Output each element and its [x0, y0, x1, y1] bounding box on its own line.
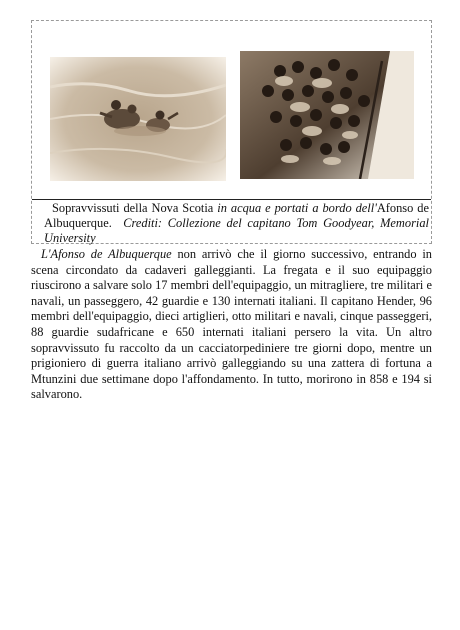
caption-ship-name: Afonso de Albuquerque. [44, 201, 429, 231]
paragraph-text: non arrivò che il giorno successivo, entrando in scena circondato da cadaveri galleggianti. La fregata e il suo equipaggio riuscirono a salvare solo 17 membri dell'equipaggio, un mitragliere, tre militari e navali, un passeggero, 42 guardie e 130 internati italiani. Il capitano Hender, 96 membri dell'equipaggio, dieci artiglieri, otto militari e navali, cinque passeggeri, 88 guardie sudafricane e 650 internati italiani persero la vita. Un altro sopravvissuto fu raccolto da un cacciatorpediniere tre giorni dopo, mentre un prigioniero di guerra italiano arrivò galleggiando su una zattera di fortuna a Mtunzini due settimane dopo l'affondamento. In tutto, morirono in 858 e 194 si salvarono. [31, 247, 433, 402]
caption-credits: Crediti: Collezione del capitano Tom Goodyear, Memorial University [44, 216, 429, 246]
caption-text-2: in acqua e portati a bordo dell' [217, 201, 377, 215]
figure-frame [31, 20, 432, 244]
ship-name-italic: L'Afonso de Albuquerque [41, 247, 172, 261]
survivors-in-water-photo [50, 57, 226, 181]
survivors-on-raft-photo [240, 51, 414, 179]
caption-divider [32, 199, 431, 200]
caption-text-1: Sopravvissuti della Nova Scotia [52, 201, 218, 215]
body-paragraph [31, 247, 432, 403]
figure-caption [44, 201, 429, 247]
